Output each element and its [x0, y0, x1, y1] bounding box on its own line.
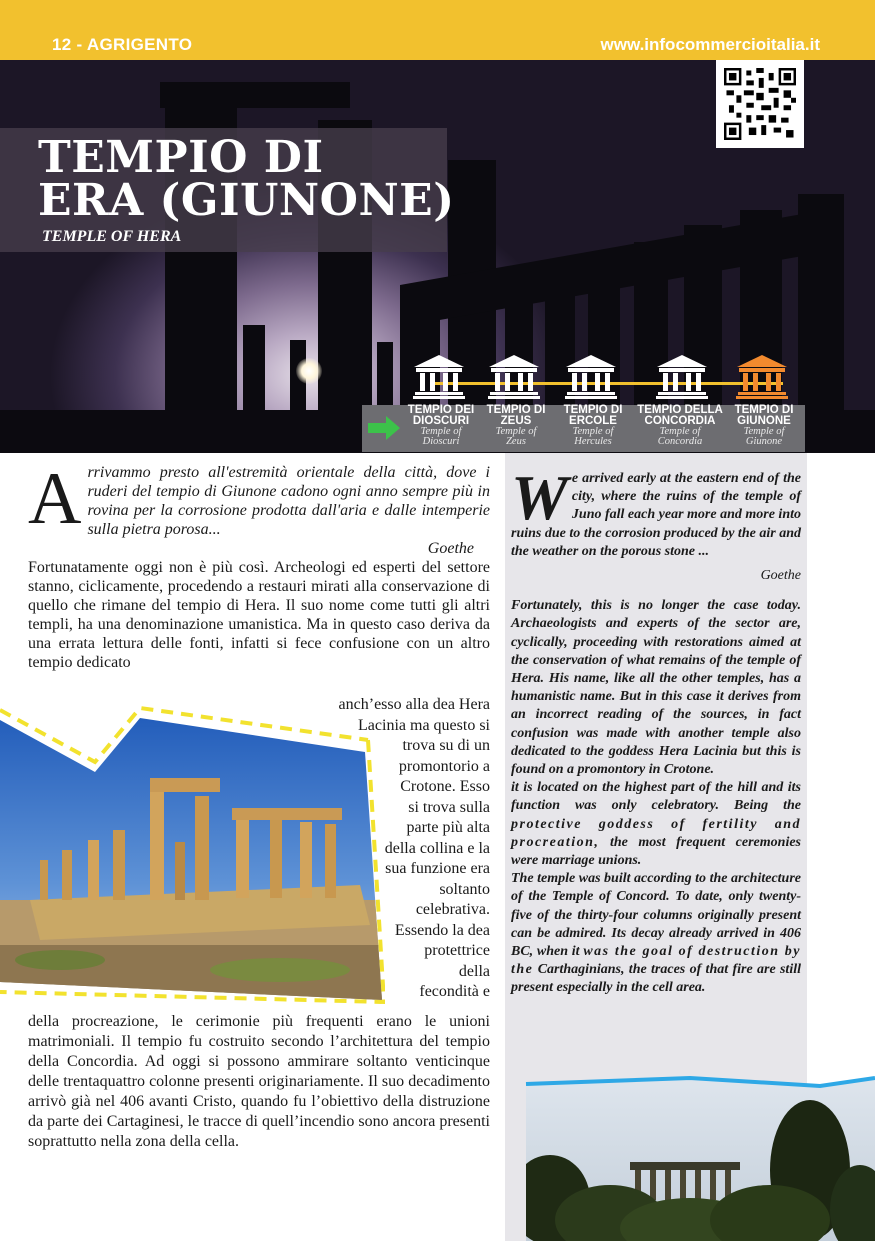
temple-label-concordia[interactable] — [630, 405, 730, 447]
label-it: CONCORDIA — [644, 415, 716, 427]
text-line: celebrativa. — [415, 901, 490, 918]
header-bar — [0, 0, 875, 60]
quote-text: e arrived early at the eastern end of the city, where the ruins of the temple of Juno fall each year more and more into ruins due to the corrosion produced by the air and the weather on the porous stone ... — [511, 471, 801, 559]
wrapped-text — [300, 695, 490, 1003]
label-it: TEMPIO DI — [486, 404, 546, 416]
page-title — [38, 132, 455, 226]
title-box — [0, 128, 455, 252]
label-it: TEMPIO DELLA — [637, 404, 723, 416]
quote-author: Goethe — [760, 568, 801, 584]
label-it: TEMPIO DI — [563, 404, 623, 416]
goethe-quote-it — [28, 458, 490, 540]
text-line: Essendo la dea — [394, 921, 490, 939]
qr-code-icon — [724, 68, 796, 140]
temple-icon[interactable] — [410, 353, 468, 401]
temple-photo-2 — [520, 1070, 875, 1241]
temple-icon[interactable] — [562, 353, 620, 401]
text-span: the most frequent ceremonies were marriage unions. — [511, 834, 802, 869]
label-en: Concordia — [657, 436, 703, 447]
label-it: DIOSCURI — [412, 415, 470, 427]
label-it: ZEUS — [500, 415, 532, 427]
website-link[interactable]: www.infocommercioitalia.it — [600, 35, 820, 54]
text-span: protective goddess of fertility and procreation, — [511, 816, 801, 850]
quote-author: Goethe — [427, 540, 474, 557]
architrave-silhouette — [160, 82, 350, 108]
english-paragraph — [511, 870, 801, 997]
text-line: della collina e la — [384, 839, 490, 857]
page-label: 12 - AGRIGENTO — [52, 35, 193, 54]
body-paragraph-bottom: della procreazione, le cerimonie più frequenti erano le unioni matrimoniali. Il tempio fu costruito secondo l’architettura del tempio della Concordia. Ad oggi si possono ammirare soltanto venticinque delle trentaquattro colonne presenti originariamente. Il suo decadimento arrivò già nel 406 avanti Cristo, quando fu l’obiettivo della distruzione da parte dei Cartaginesi, le tracce di quell’incendio sono ancora presenti soprattutto nella zona della cella. — [28, 1013, 490, 1150]
label-it: TEMPIO DEI — [407, 404, 475, 416]
sun-glow — [296, 358, 322, 384]
temple-label-ercole[interactable] — [555, 405, 631, 447]
label-en: Zeus — [506, 436, 526, 447]
quote-text: rrivammo presto all'estremità orientale della città, dove i ruderi del tempio di Giunone cadono ogni anno sempre più in rovina per la corrosione prodotta dall'aria e dalle intemperie sulla pietra porosa... — [87, 464, 490, 538]
dropcap: W — [511, 462, 568, 533]
label-en: Temple of — [572, 426, 614, 437]
label-en: Temple of — [420, 426, 462, 437]
text-span: it is located on the highest part of the hill and its function was only celebratory. Being the — [511, 780, 801, 814]
temple-route — [405, 345, 805, 405]
temple-icon[interactable] — [485, 353, 543, 401]
page-subtitle: TEMPLE OF HERA — [42, 228, 182, 245]
temple-icon[interactable] — [653, 353, 711, 401]
title-line-1: TEMPIO DI — [38, 132, 324, 183]
text-line: promontorio a — [398, 757, 490, 775]
text-line: parte più alta — [406, 819, 490, 836]
text-line: fecondità e — [419, 983, 490, 1000]
text-line: trova su di un — [402, 737, 490, 754]
text-span: was the goal of destruction by the — [511, 944, 802, 978]
dropcap: A — [28, 458, 82, 540]
label-en: Giunone — [745, 436, 783, 447]
temple-label-dioscuri[interactable] — [402, 405, 480, 447]
temple-legend — [362, 405, 805, 452]
text-span: The temple was built according to the architecture of the Temple of Concord. To date, only twenty-five of the thirty-four columns originally present can be admired. Its decay already arrived in 406 BC, when it — [511, 871, 801, 960]
body-paragraph: Fortunatamente oggi non è più così. Archeologi ed esperti del settore stanno, ciclicamente, procedendo a restauri mirati alla conservazione di quello che rimane del tempio di Hera. Il suo nome come tutti gli altri templi, ha una denominazione umanistica. Ma in questo caso deriva da una errata lettura delle fonti, infatti si fece confusione con un altro tempio dedicato — [28, 559, 490, 671]
text-line: sua funzione era — [385, 860, 490, 877]
text-line: della — [458, 962, 490, 980]
text-line: protettrice — [424, 942, 490, 959]
title-line-2: ERA (GIUNONE) — [38, 175, 455, 226]
temple-label-zeus[interactable] — [480, 405, 552, 447]
label-en: Temple of — [659, 426, 701, 437]
label-en: Dioscuri — [422, 436, 460, 447]
text-line: si trova sulla — [408, 798, 490, 816]
text-line: anch’esso alla dea Hera — [338, 696, 490, 713]
column-silhouette — [243, 325, 265, 420]
italian-column — [28, 458, 490, 672]
label-it: TEMPIO DI — [734, 404, 794, 416]
temple-icon-active[interactable] — [733, 353, 791, 401]
english-paragraph: Fortunately, this is no longer the case today. Archaeologists and experts of the sector are, cyclically, proceeding with restorations aimed at the conservation of what remains of the temple of Hera. His name, like all the other temples, has a humanistic name. But in this case it derives from an incorrect reading of the sources, in fact confusion was made with another temple also dedicated to the goddess Hera Lacinia but this is found on a promontory in Crotone. — [511, 598, 801, 778]
goethe-quote-en — [511, 462, 801, 561]
english-paragraph — [511, 779, 801, 870]
temple-label-giunone[interactable] — [728, 405, 800, 447]
label-en: Temple of — [743, 426, 785, 437]
label-en: Temple of — [495, 426, 537, 437]
label-it: ERCOLE — [569, 415, 617, 427]
label-it: GIUNONE — [737, 415, 791, 427]
text-line: soltanto — [439, 880, 490, 898]
english-column — [511, 462, 802, 998]
text-line: Lacinia ma questo si — [358, 716, 490, 734]
label-en: Hercules — [574, 436, 612, 447]
arrow-right-icon — [366, 415, 402, 441]
text-line: Crotone. Esso — [400, 778, 490, 795]
text-span: Carthaginians, the traces of that fire are still present especially in the cell area. — [511, 962, 801, 996]
qr-code[interactable] — [716, 60, 804, 148]
